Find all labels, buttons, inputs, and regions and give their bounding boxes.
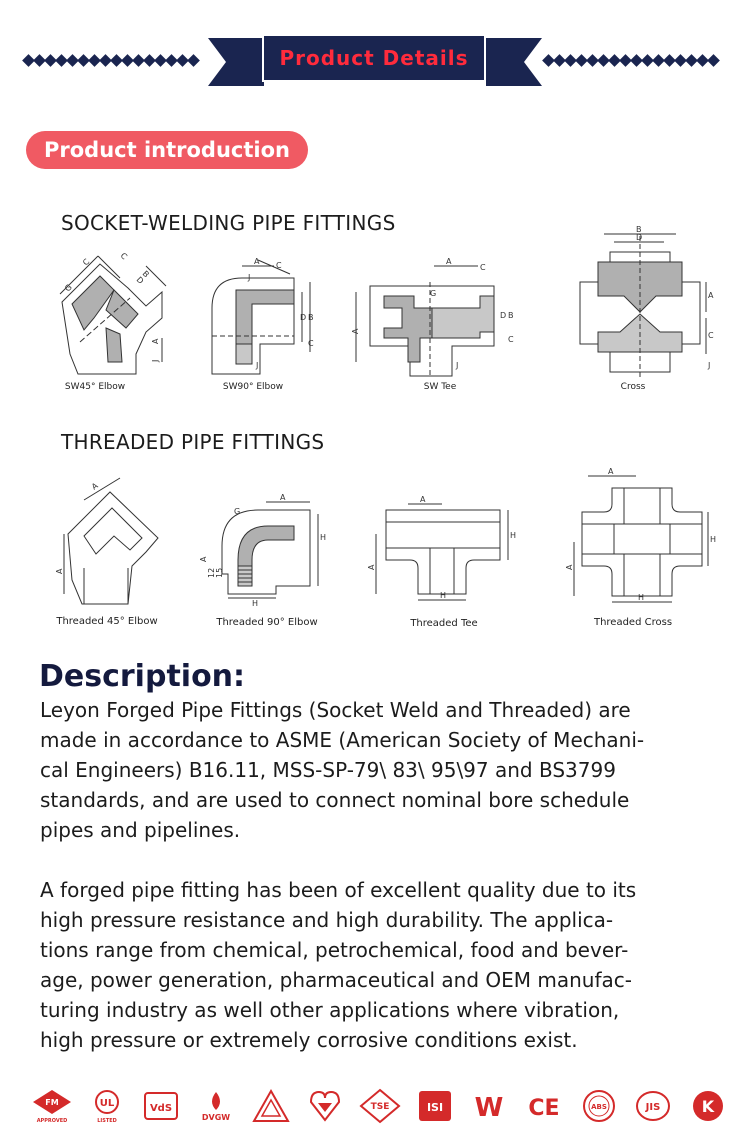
paragraph-line: tions range from chemical, petrochemical, food and bever- bbox=[40, 938, 629, 962]
sw-cross-drawing bbox=[560, 222, 718, 378]
dim-label-a: A bbox=[254, 257, 260, 266]
dim-label-a: A bbox=[446, 257, 452, 266]
paragraph-line: cal Engineers) B16.11, MSS-SP-79\ 83\ 95\97 and BS3799 bbox=[40, 758, 616, 782]
dim-label-a: A bbox=[367, 564, 376, 570]
svg-text:FM: FM bbox=[45, 1098, 59, 1107]
svg-text:APPROVED: APPROVED bbox=[36, 1118, 68, 1124]
dim-label-a: A bbox=[608, 467, 614, 476]
dim-label-a: A bbox=[199, 556, 208, 562]
dim-label-h: H bbox=[252, 599, 259, 608]
dim-label-j: J bbox=[708, 361, 711, 370]
svg-text:JIS: JIS bbox=[645, 1102, 661, 1113]
fm-approved-logo-icon bbox=[30, 1086, 74, 1126]
paragraph-line: standards, and are used to connect nominal bore schedule bbox=[40, 788, 630, 812]
dim-label-j: J bbox=[256, 361, 259, 370]
dim-label-a: A bbox=[151, 338, 160, 344]
threaded45-elbow-drawing bbox=[54, 470, 172, 610]
dim-label-d: D bbox=[636, 233, 643, 242]
dim-label-c: C bbox=[480, 263, 486, 272]
threaded45-elbow-caption: Threaded 45° Elbow bbox=[56, 616, 158, 627]
right-diamond-divider bbox=[544, 55, 718, 67]
paragraph-line: turing industry as well other applications where vibration, bbox=[40, 998, 620, 1022]
threaded90-elbow-caption: Threaded 90° Elbow bbox=[216, 617, 318, 628]
sw-tee-drawing bbox=[348, 252, 514, 378]
dim-label-12: 12 bbox=[207, 567, 216, 578]
dim-label-h: H bbox=[710, 535, 717, 544]
watermark-logo-icon bbox=[467, 1086, 511, 1126]
sw90-elbow-caption: SW90° Elbow bbox=[222, 382, 284, 392]
sw45-elbow-drawing bbox=[50, 242, 168, 378]
dim-label-j: J bbox=[151, 359, 160, 362]
dim-label-h: H bbox=[320, 533, 327, 542]
dim-label-c: C bbox=[708, 331, 714, 340]
svg-text:K: K bbox=[701, 1097, 715, 1116]
banner-title: Product Details bbox=[262, 34, 486, 82]
threaded-tee-drawing bbox=[368, 494, 524, 608]
dim-label-g: G bbox=[234, 507, 241, 516]
dim-label-a: A bbox=[565, 564, 574, 570]
dim-label-a: A bbox=[420, 495, 426, 504]
dim-label-g: G bbox=[430, 289, 437, 298]
paragraph-line: pipes and pipelines. bbox=[40, 818, 241, 842]
dim-label-a: A bbox=[351, 328, 360, 334]
paragraph-line: age, power generation, pharmaceutical and OEM manufac- bbox=[40, 968, 632, 992]
dim-label-h: H bbox=[510, 531, 517, 540]
svg-text:DVGW: DVGW bbox=[201, 1113, 231, 1122]
dim-label-h: H bbox=[638, 593, 645, 602]
threaded-tee-caption: Threaded Tee bbox=[410, 618, 478, 629]
warning-mark-logo-icon bbox=[249, 1086, 293, 1126]
dim-label-d: D bbox=[134, 275, 146, 286]
dim-label-b: B bbox=[508, 311, 514, 320]
dim-label-c: C bbox=[118, 251, 129, 262]
ks-logo-icon bbox=[686, 1086, 730, 1126]
dim-label-b: B bbox=[308, 313, 314, 322]
ul-listed-logo-icon bbox=[85, 1086, 129, 1126]
left-diamond-divider bbox=[24, 55, 198, 67]
paragraph-line: A forged pipe fitting has been of excellent quality due to its bbox=[40, 878, 637, 902]
dim-label-a: A bbox=[55, 568, 64, 574]
threaded-title: THREADED PIPE FITTINGS bbox=[61, 430, 325, 454]
sw45-elbow-caption: SW45° Elbow bbox=[64, 382, 126, 392]
svg-text:CE: CE bbox=[528, 1096, 560, 1121]
dim-label-15: 15 bbox=[215, 567, 224, 578]
svg-text:W: W bbox=[474, 1093, 504, 1123]
paragraph-line: high pressure or extremely corrosive conditions exist. bbox=[40, 1028, 578, 1052]
description-paragraph-2 bbox=[40, 875, 720, 1055]
tse-logo-icon bbox=[358, 1086, 402, 1126]
dim-label-d: D bbox=[500, 311, 507, 320]
ribbon-right-tail bbox=[486, 38, 542, 86]
jis-logo-icon bbox=[631, 1086, 675, 1126]
svg-text:TSE: TSE bbox=[370, 1102, 390, 1112]
dim-label-c: C bbox=[276, 261, 282, 270]
description-paragraph-1 bbox=[40, 695, 720, 845]
paragraph-line: Leyon Forged Pipe Fittings (Socket Weld and Threaded) are bbox=[40, 698, 631, 722]
heart-mark-logo-icon bbox=[303, 1086, 347, 1126]
ce-logo-icon bbox=[522, 1086, 566, 1126]
svg-text:ABS: ABS bbox=[590, 1103, 607, 1111]
dim-label-j: J bbox=[456, 361, 459, 370]
ribbon-left-tail bbox=[208, 38, 264, 86]
dim-label-b: B bbox=[140, 269, 151, 280]
socket-welding-title: SOCKET-WELDING PIPE FITTINGS bbox=[61, 211, 396, 235]
product-introduction-label: Product introduction bbox=[26, 131, 308, 169]
dim-label-a: A bbox=[708, 291, 714, 300]
sw90-elbow-drawing bbox=[198, 252, 318, 378]
dim-label-d: D bbox=[300, 313, 307, 322]
threaded90-elbow-drawing bbox=[198, 490, 334, 606]
abs-logo-icon bbox=[577, 1086, 621, 1126]
svg-text:VdS: VdS bbox=[150, 1103, 173, 1114]
vds-logo-icon bbox=[139, 1086, 183, 1126]
threaded-cross-caption: Threaded Cross bbox=[593, 617, 673, 628]
dim-label-a: A bbox=[89, 481, 100, 492]
threaded-cross-drawing bbox=[566, 462, 716, 608]
paragraph-line: high pressure resistance and high durability. The applica- bbox=[40, 908, 614, 932]
sw-cross-caption: Cross bbox=[620, 382, 646, 392]
dim-label-b: B bbox=[636, 225, 642, 234]
dim-label-a: A bbox=[280, 493, 286, 502]
description-heading: Description: bbox=[39, 659, 246, 694]
dim-label-h: H bbox=[440, 591, 447, 600]
dvgw-logo-icon bbox=[194, 1086, 238, 1126]
isi-logo-icon bbox=[413, 1086, 457, 1126]
dim-label-c: C bbox=[81, 257, 92, 268]
certification-logos bbox=[30, 1084, 730, 1128]
svg-text:ISI: ISI bbox=[426, 1101, 443, 1114]
svg-text:UL: UL bbox=[99, 1098, 114, 1109]
dim-label-j: J bbox=[248, 273, 251, 282]
dim-label-g: G bbox=[63, 282, 74, 294]
dim-label-c: C bbox=[508, 335, 514, 344]
svg-text:LISTED: LISTED bbox=[96, 1118, 117, 1124]
dim-label-c: C bbox=[308, 339, 314, 348]
paragraph-line: made in accordance to ASME (American Society of Mechani- bbox=[40, 728, 645, 752]
sw-tee-caption: SW Tee bbox=[423, 382, 457, 392]
